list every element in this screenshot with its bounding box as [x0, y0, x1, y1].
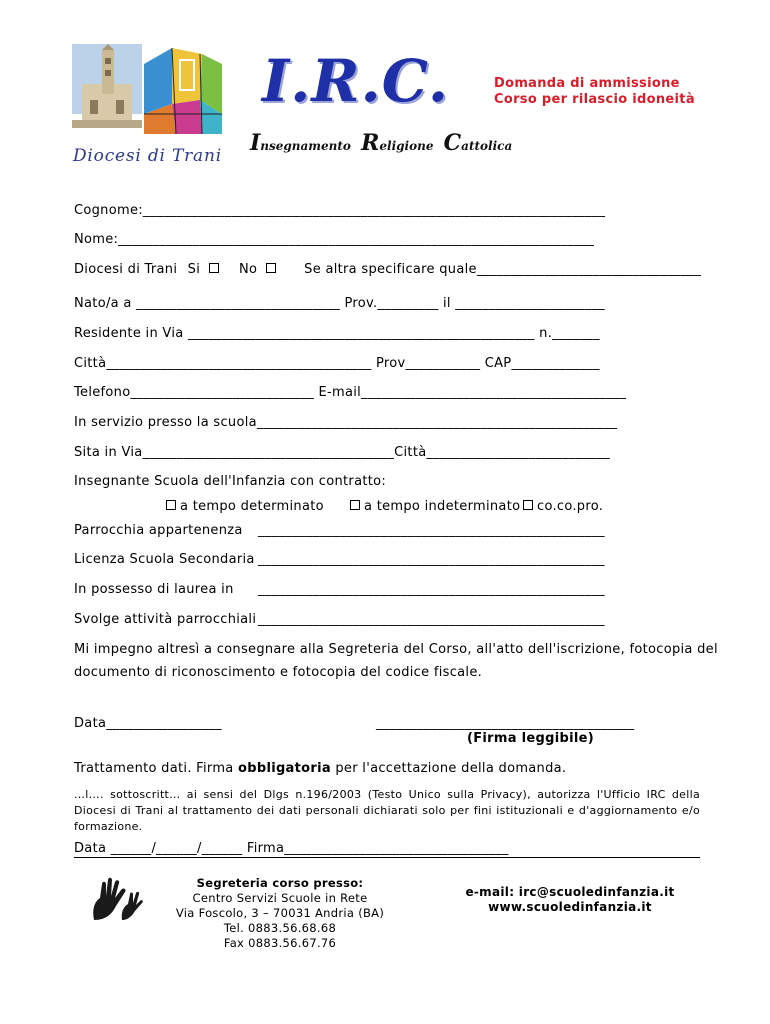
parrocchia-field[interactable]: ___________________________________________________	[258, 523, 605, 538]
impegno-line-1: Mi impegno altresì a consegnare alla Segreteria del Corso, all'atto dell'iscrizione, fotocopia del	[74, 642, 718, 657]
residente-field[interactable]: Residente in Via ___________________________________________________ n._______	[74, 326, 600, 341]
title-line-2: Corso per rilascio idoneità	[494, 92, 695, 107]
subtitle-word: nsegnamento	[260, 139, 351, 153]
contratto-label: Insegnante Scuola dell'Infanzia con contratto:	[74, 474, 387, 489]
servizio-field[interactable]: In servizio presso la scuola_____________________________________________________	[74, 415, 618, 430]
contratto-option-label: a tempo indeterminato	[364, 499, 521, 514]
privacy-text: …l…. sottoscritt… ai sensi del Dlgs n.196/2003 (Testo Unico sulla Privacy), autorizza l'Ufficio IRC della Diocesi di Trani al trattamento dei dati personali dichiarati solo per fini istituzionali e d'aggiornamento e/o formazione.	[74, 788, 700, 833]
address-line: Centro Servizi Scuole in Rete	[192, 891, 368, 905]
trattamento-text	[74, 761, 566, 776]
irc-subtitle	[250, 130, 512, 156]
checkbox-icon[interactable]	[209, 263, 219, 273]
diocesi-row	[74, 262, 701, 277]
checkbox-icon[interactable]	[266, 263, 276, 273]
trattamento-before: Trattamento dati. Firma	[74, 761, 238, 776]
trattamento-after: per l'accettazione della domanda.	[330, 761, 567, 776]
licenza-field[interactable]: ___________________________________________________	[258, 552, 605, 567]
diocesi-logo-text: Diocesi di Trani	[73, 146, 222, 166]
irc-logo: I.R.C.	[262, 47, 450, 115]
address-line: Tel. 0883.56.68.68	[223, 921, 337, 935]
contratto-option-label: a tempo determinato	[180, 499, 324, 514]
licenza-label: Licenza Scuola Secondaria	[74, 552, 255, 567]
subtitle-word: eligione	[379, 139, 434, 153]
citta-field[interactable]: Città_______________________________________ Prov___________ CAP_____________	[74, 356, 600, 371]
attivita-field[interactable]: ___________________________________________________	[258, 612, 605, 627]
contratto-option-label: co.co.pro.	[537, 499, 604, 514]
data-field[interactable]: Data_________________	[74, 716, 222, 731]
contratto-option-2[interactable]	[350, 499, 520, 514]
title-line-1: Domanda di ammissione	[494, 76, 680, 91]
data-firma-field[interactable]: Data ______/______/______ Firma_________________________________	[74, 841, 509, 856]
website-link[interactable]: www.scuoledinfanzia.it	[488, 900, 652, 914]
firma-label: (Firma leggibile)	[467, 731, 594, 746]
telefono-field[interactable]: Telefono___________________________ E-mail_______________________________________	[74, 385, 627, 400]
attivita-label: Svolge attività parrocchiali	[74, 612, 257, 627]
nato-field[interactable]: Nato/a a ______________________________ Prov._________ il ______________________	[74, 296, 605, 311]
hands-icon	[88, 876, 144, 922]
contratto-option-3[interactable]	[523, 499, 603, 514]
contratto-option-1[interactable]	[166, 499, 324, 514]
laurea-label: In possesso di laurea in	[74, 582, 234, 597]
subtitle-cap: C	[443, 130, 462, 156]
cathedral-logo-image	[72, 44, 222, 148]
address-line: Via Foscolo, 3 – 70031 Andria (BA)	[175, 906, 385, 920]
footer-divider	[74, 857, 700, 858]
segreteria-block	[160, 876, 400, 951]
subtitle-cap: R	[361, 130, 380, 156]
nome-field[interactable]: Nome:______________________________________________________________________	[74, 232, 595, 247]
subtitle-cap: I	[250, 130, 261, 156]
impegno-line-2: documento di riconoscimento e fotocopia del codice fiscale.	[74, 665, 483, 680]
document-title	[494, 76, 695, 108]
subtitle-word: attolica	[461, 139, 513, 153]
cognome-field[interactable]: Cognome:____________________________________________________________________	[74, 203, 606, 218]
checkbox-icon[interactable]	[350, 500, 360, 510]
diocesi-si-label: Si	[187, 262, 201, 277]
diocesi-label: Diocesi di Trani	[74, 262, 178, 277]
address-line: Fax 0883.56.67.76	[223, 936, 337, 950]
checkbox-icon[interactable]	[523, 500, 533, 510]
sita-field[interactable]: Sita in Via_____________________________________Città___________________________	[74, 445, 611, 460]
email-link[interactable]: e-mail: irc@scuoledinfanzia.it	[465, 885, 675, 899]
contact-block	[455, 885, 685, 915]
laurea-field[interactable]: ___________________________________________________	[258, 582, 605, 597]
segreteria-title: Segreteria corso presso:	[196, 876, 364, 890]
diocesi-no-label: No	[239, 262, 258, 277]
parrocchia-label: Parrocchia appartenenza	[74, 523, 243, 538]
checkbox-icon[interactable]	[166, 500, 176, 510]
diocesi-altra-field[interactable]: Se altra specificare quale_________________________________	[304, 262, 702, 277]
trattamento-bold: obbligatoria	[238, 761, 331, 776]
firma-field[interactable]: ______________________________________	[376, 716, 635, 731]
